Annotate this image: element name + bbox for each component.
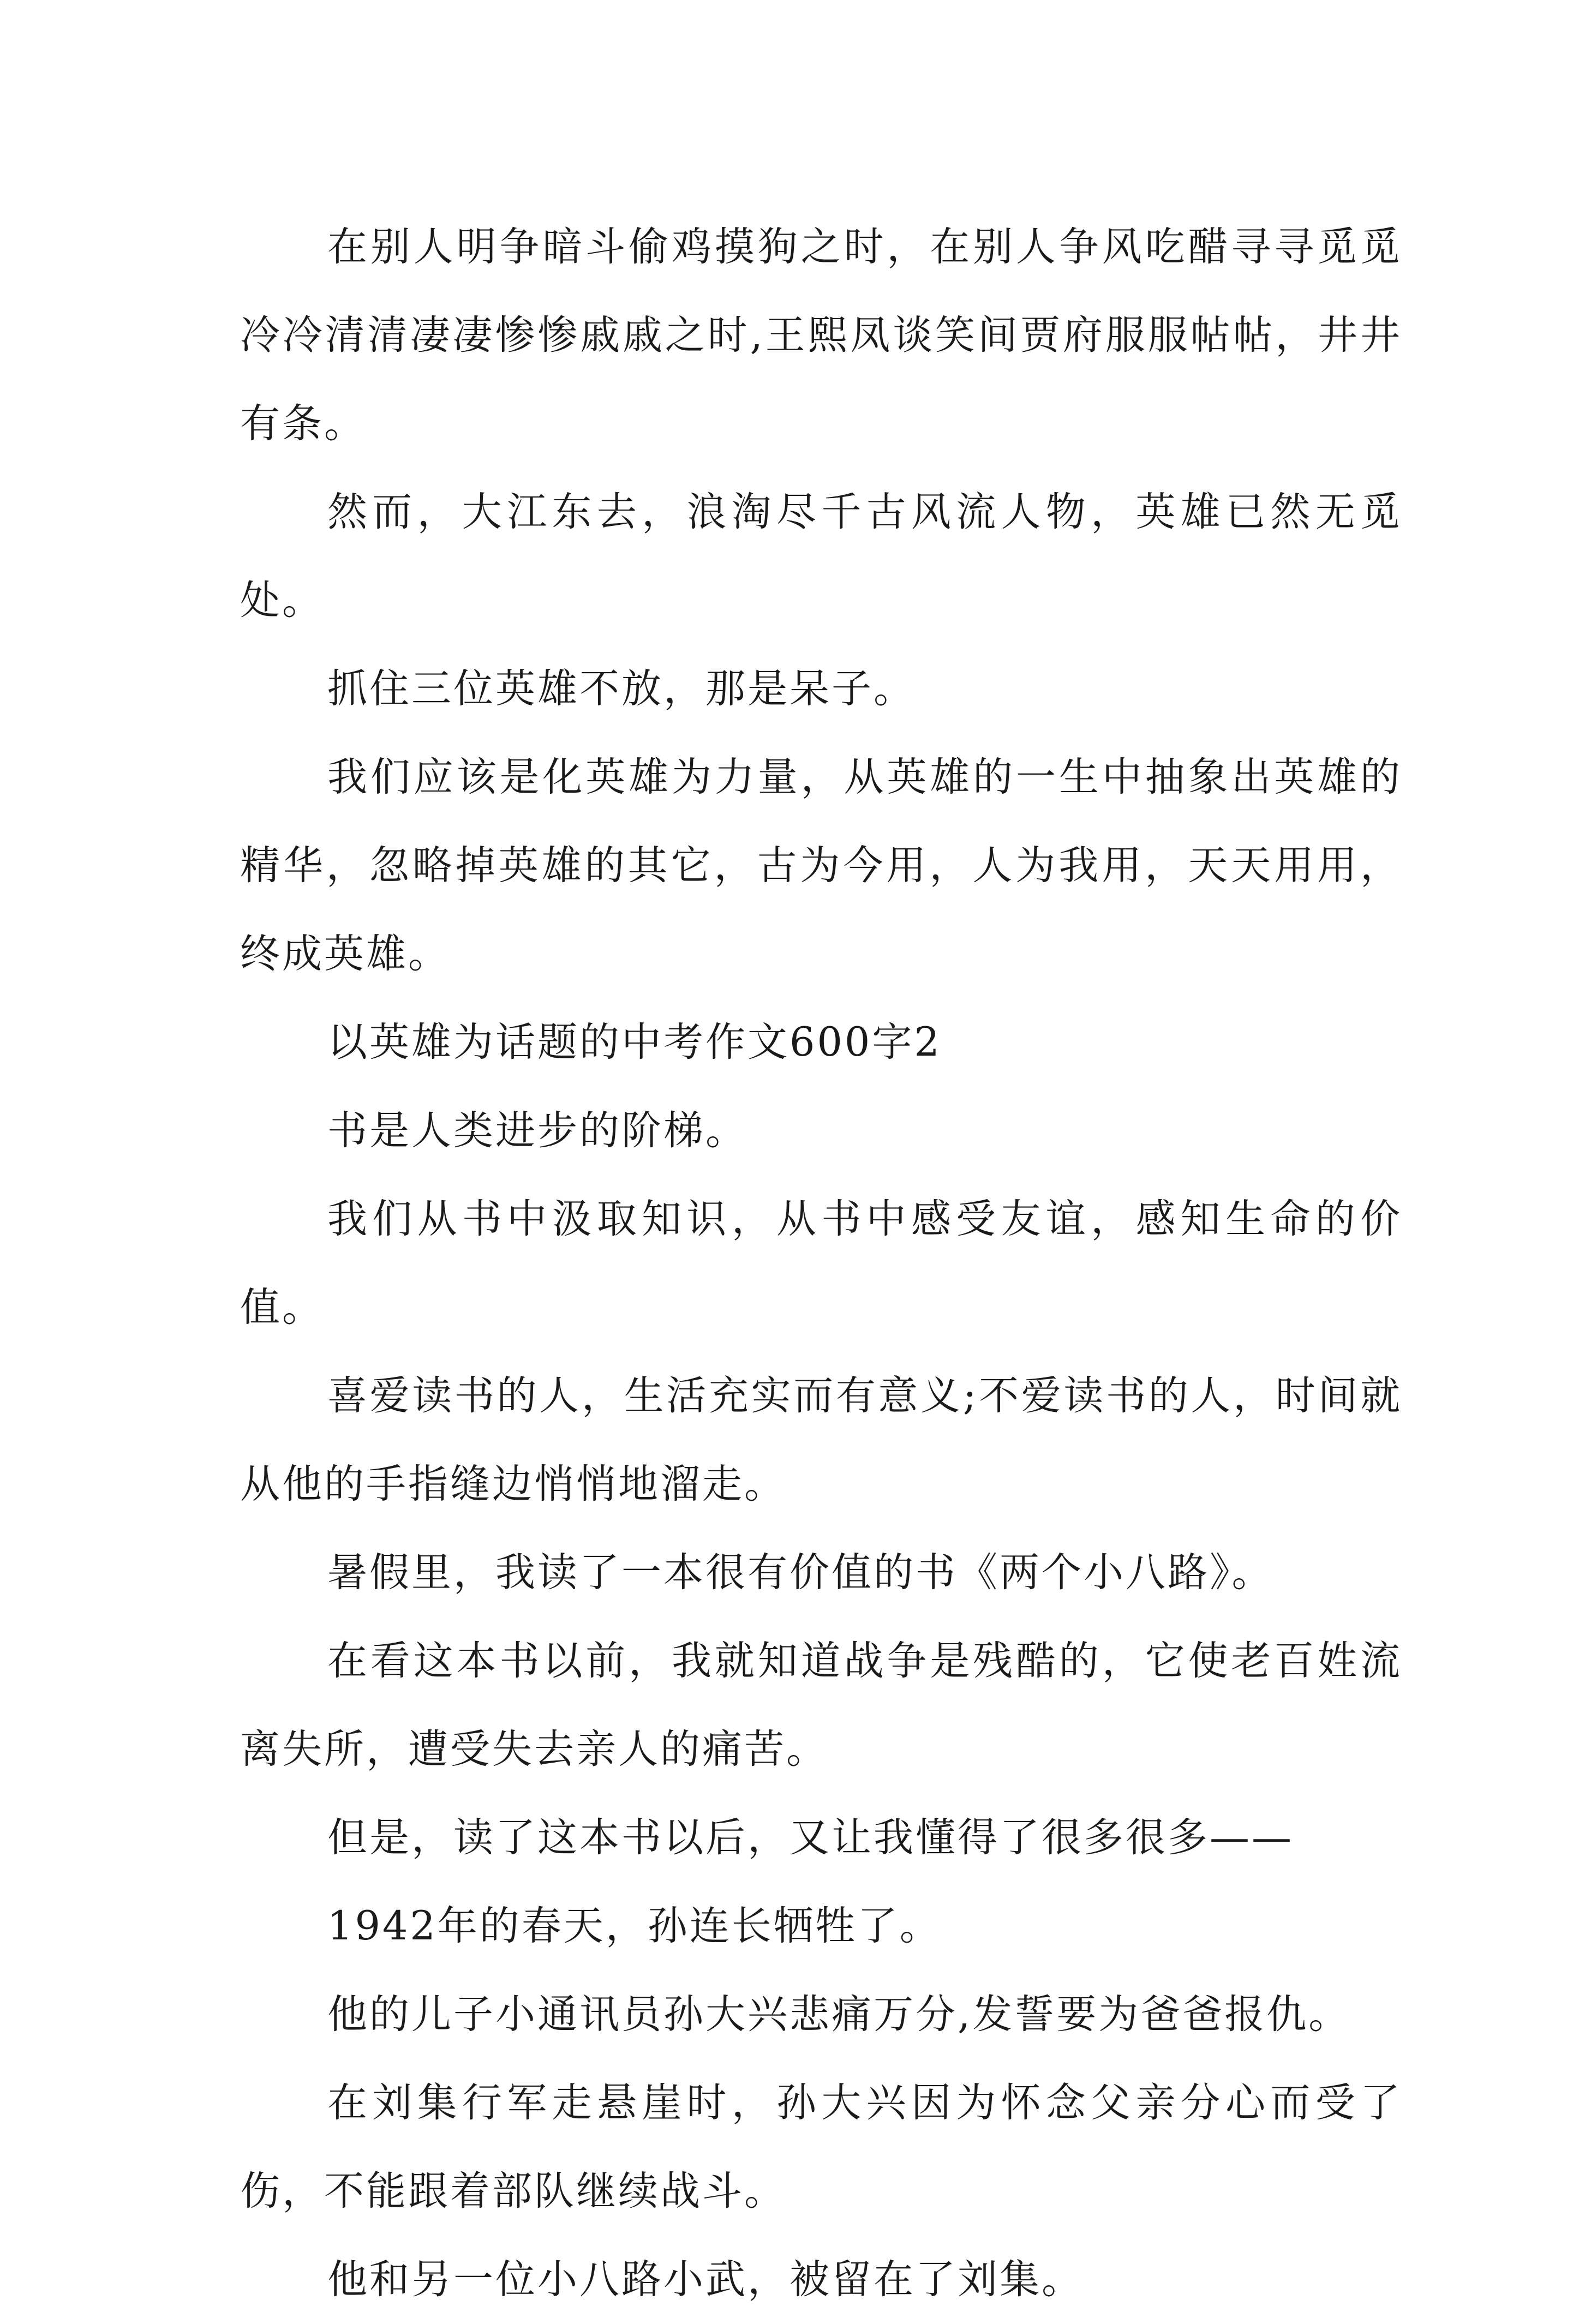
paragraph: 我们应该是化英雄为力量，从英雄的一生中抽象出英雄的精华，忽略掉英雄的其它，古为今用，人为我用，天天用用，终成英雄。 bbox=[240, 754, 1402, 977]
paragraph: 书是人类进步的阶梯。 bbox=[327, 1107, 747, 1154]
paragraph: 他和另一位小八路小武，被留在了刘集。 bbox=[327, 2256, 1084, 2303]
paragraph: 在刘集行军走悬崖时，孙大兴因为怀念父亲分心而受了伤，不能跟着部队继续战斗。 bbox=[240, 2080, 1402, 2214]
paragraph: 抓住三位英雄不放，那是呆子。 bbox=[327, 666, 916, 712]
paragraph: 在别人明争暗斗偷鸡摸狗之时，在别人争风吃醋寻寻觅觅冷冷清清凄凄惨惨戚戚之时,王熙凤谈笑间贾府服服帖帖，井井有条。 bbox=[240, 224, 1402, 447]
paragraph: 喜爱读书的人，生活充实而有意义;不爱读书的人，时间就从他的手指缝边悄悄地溜走。 bbox=[240, 1373, 1402, 1507]
section-heading: 以英雄为话题的中考作文600字2 bbox=[327, 1019, 942, 1065]
paragraph: 我们从书中汲取知识，从书中感受友谊，感知生命的价值。 bbox=[240, 1196, 1402, 1331]
paragraph: 但是，读了这本书以后，又让我懂得了很多很多—— bbox=[327, 1814, 1294, 1861]
paragraph: 在看这本书以前，我就知道战争是残酷的，它使老百姓流离失所，遭受失去亲人的痛苦。 bbox=[240, 1638, 1402, 1772]
paragraph: 然而，大江东去，浪淘尽千古风流人物，英雄已然无觅处。 bbox=[240, 489, 1402, 624]
document-body bbox=[240, 203, 1402, 2324]
paragraph: 1942年的春天，孙连长牺牲了。 bbox=[327, 1903, 942, 1949]
paragraph: 暑假里，我读了一本很有价值的书《两个小八路》。 bbox=[327, 1549, 1274, 1596]
paragraph: 他的儿子小通讯员孙大兴悲痛万分,发誓要为爸爸报仇。 bbox=[327, 1991, 1351, 2038]
